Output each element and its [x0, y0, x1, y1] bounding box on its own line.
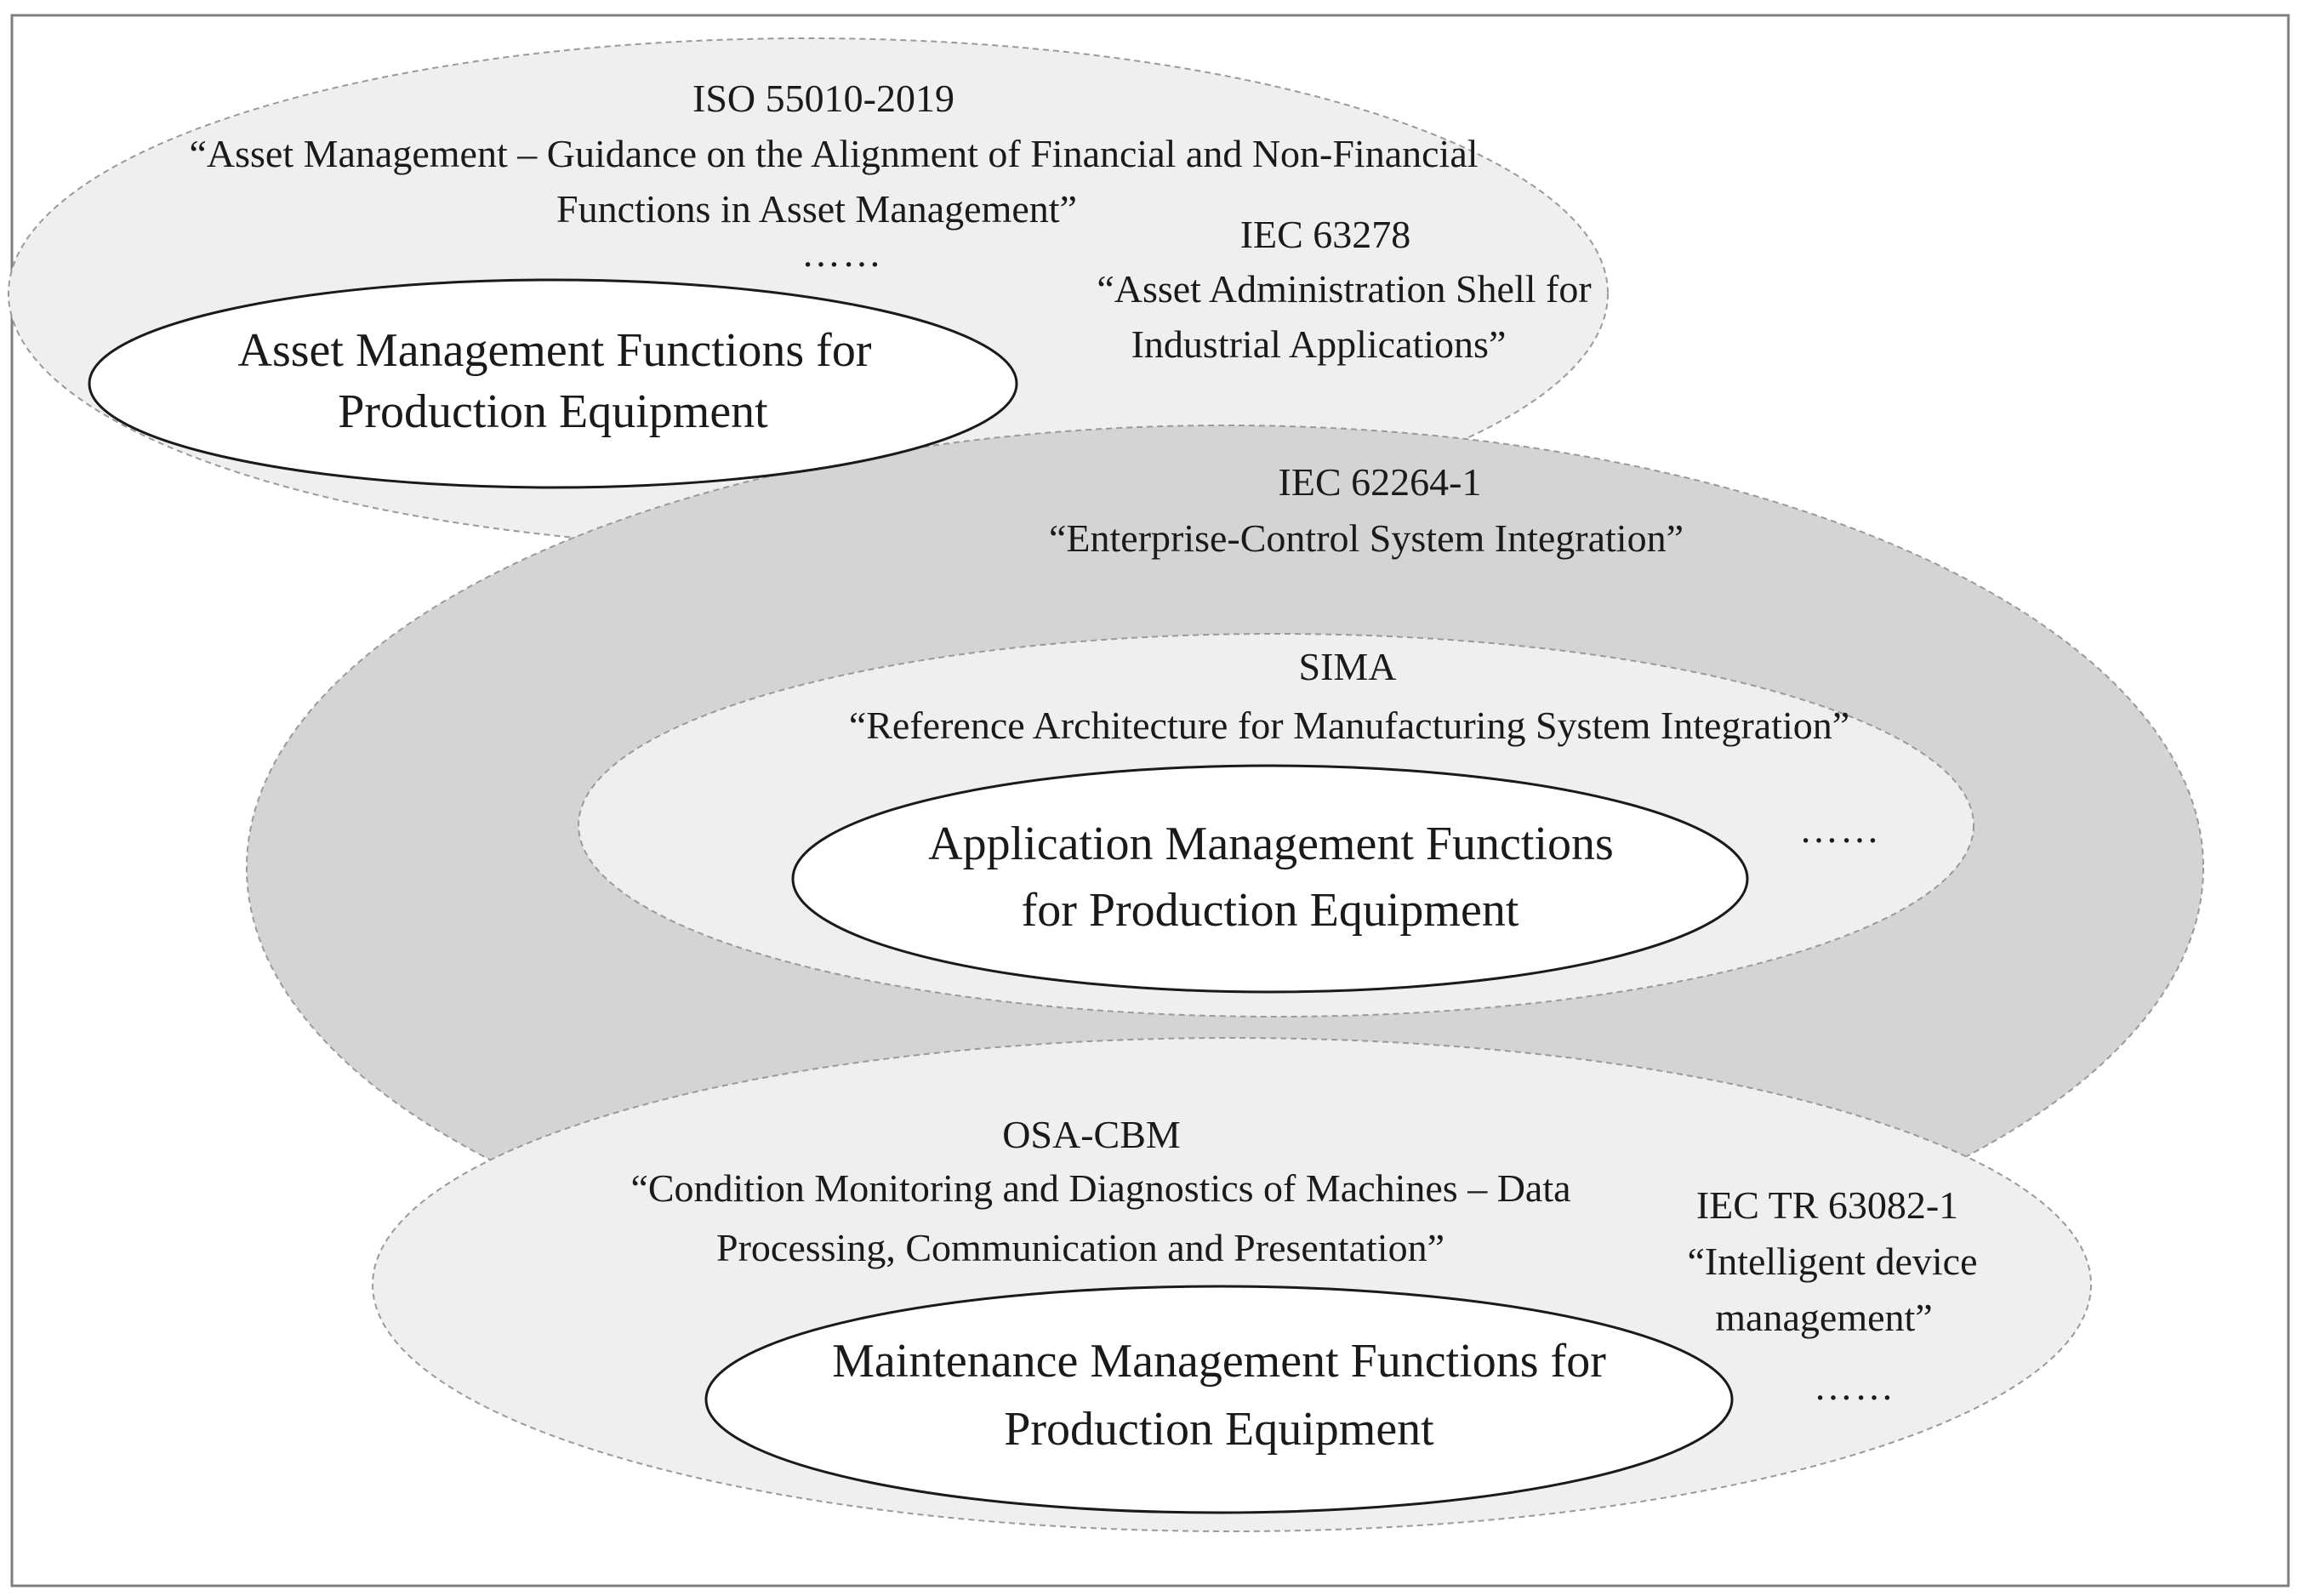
sima-code: SIMA — [1298, 645, 1397, 688]
asset-group-ellipsis: …… — [801, 231, 883, 275]
sima-group-ellipsis: …… — [1799, 807, 1881, 851]
iec-63278-code: IEC 63278 — [1239, 213, 1411, 256]
iso-55010-title-line1: “Asset Management – Guidance on the Alignment of Financial and Non-Financial — [189, 132, 1479, 175]
maintenance-management-core-line1: Maintenance Management Functions for — [832, 1335, 1606, 1388]
iec-62264-code: IEC 62264-1 — [1278, 460, 1482, 504]
osa-cbm-title-line1: “Condition Monitoring and Diagnostics of Machines – Data — [630, 1166, 1571, 1210]
osa-cbm-title-line2: Processing, Communication and Presentation” — [716, 1226, 1444, 1269]
iec-tr-63082-title-line1: “Intelligent device — [1687, 1240, 1978, 1283]
iec-tr-63082-code: IEC TR 63082-1 — [1695, 1183, 1959, 1227]
iec-63278-title-line2: Industrial Applications” — [1131, 322, 1507, 366]
maintenance-management-core-line2: Production Equipment — [1004, 1403, 1434, 1456]
application-management-core-ellipse — [793, 766, 1747, 992]
asset-management-core-line2: Production Equipment — [338, 385, 768, 438]
asset-management-core-line1: Asset Management Functions for — [237, 324, 872, 377]
application-management-core-line2: for Production Equipment — [1021, 884, 1519, 937]
maintenance-management-core-ellipse — [706, 1286, 1732, 1513]
sima-title: “Reference Architecture for Manufacturing System Integration” — [848, 704, 1850, 747]
maintenance-group-ellipsis: …… — [1814, 1365, 1895, 1408]
iso-55010-code: ISO 55010-2019 — [692, 77, 954, 120]
application-management-core-line1: Application Management Functions — [928, 818, 1614, 870]
iec-62264-title: “Enterprise-Control System Integration” — [1048, 516, 1684, 560]
iec-tr-63082-title-line2: management” — [1715, 1296, 1933, 1339]
osa-cbm-code: OSA-CBM — [1002, 1113, 1181, 1156]
asset-management-core-ellipse — [89, 280, 1017, 487]
iso-55010-title-line2: Functions in Asset Management” — [556, 187, 1077, 231]
iec-63278-title-line1: “Asset Administration Shell for — [1097, 267, 1592, 311]
